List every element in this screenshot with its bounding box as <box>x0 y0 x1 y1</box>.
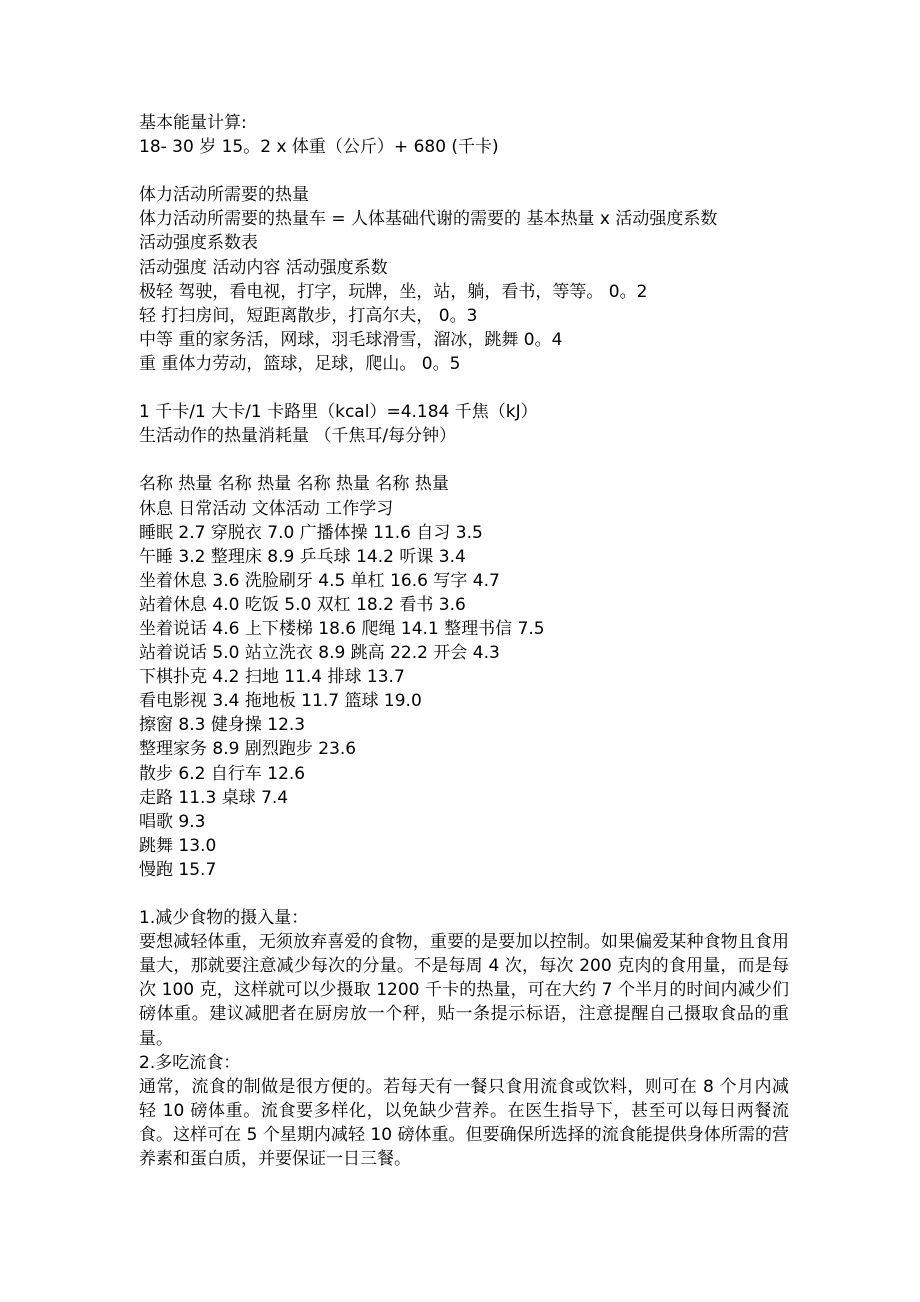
energy-table <box>139 472 789 882</box>
energy-table-categories: 休息 日常活动 文体活动 工作学习 <box>139 498 394 519</box>
blank-line <box>139 376 789 400</box>
coefficient-table-header: 活动强度 活动内容 活动强度系数 <box>139 257 388 278</box>
coefficient-row: 中等 重的家务活，网球，羽毛球滑雪，溜冰，跳舞 0。4 <box>139 329 563 350</box>
table-row: 午睡 3.2 整理床 8.9 乒乓球 14.2 听课 3.4 <box>139 546 466 567</box>
activity-section <box>139 183 789 376</box>
table-row: 站着说话 5.0 站立洗衣 8.9 跳高 22.2 开会 4.3 <box>139 643 500 664</box>
document-page <box>139 111 789 1171</box>
blank-line <box>139 882 789 906</box>
table-row: 唱歌 9.3 <box>139 811 206 832</box>
energy-table-title: 生活动作的热量消耗量 （千焦耳/每分钟） <box>139 426 457 447</box>
table-row: 睡眠 2.7 穿脱衣 7.0 广播体操 11.6 自习 3.5 <box>139 522 483 543</box>
tip-1-heading: 1.减少食物的摄入量： <box>139 908 309 929</box>
energy-table-header: 名称 热量 名称 热量 名称 热量 名称 热量 <box>139 474 449 495</box>
tip-2 <box>139 1051 789 1171</box>
activity-formula: 体力活动所需要的热量车 = 人体基础代谢的需要的 基本热量 x 活动强度系数 <box>139 209 718 230</box>
units-section <box>139 400 789 448</box>
table-row: 坐着说话 4.6 上下楼梯 18.6 爬绳 14.1 整理书信 7.5 <box>139 618 545 639</box>
table-row: 坐着休息 3.6 洗脸刷牙 4.5 单杠 16.6 写字 4.7 <box>139 570 500 591</box>
coefficient-row: 重 重体力劳动，篮球，足球，爬山。 0。5 <box>139 353 461 374</box>
table-row: 慢跑 15.7 <box>139 859 217 880</box>
tip-2-heading: 2.多吃流食： <box>139 1052 241 1073</box>
coefficient-row: 极轻 驾驶，看电视，打字，玩牌，坐，站，躺，看书，等等。 0。2 <box>139 281 648 302</box>
table-row: 走路 11.3 桌球 7.4 <box>139 787 289 808</box>
table-row: 散步 6.2 自行车 12.6 <box>139 763 306 784</box>
table-row: 跳舞 13.0 <box>139 835 217 856</box>
coefficient-row: 轻 打扫房间，短距离散步，打高尔夫， 0。3 <box>139 305 478 326</box>
tip-1-body: 要想减轻体重，无须放弃喜爱的食物，重要的是要加以控制。如果偏爱某种食物且食用量大，那就要注意减少每次的分量。不是每周 4 次，每次 200 克肉的食用量，而是每次 100 克，这样就可以少摄取 1200 千卡的热量，可在大约 7 个半月的时间内减少们磅体重。建议减肥者在厨房放一个秤，贴一条提示标语，注意提醒自己摄取食品的重量。 <box>139 932 789 1049</box>
tip-1 <box>139 906 789 1051</box>
intro-formula: 18- 30 岁 15。2 x 体重（公斤）+ 680 (千卡) <box>139 137 499 158</box>
tip-2-body: 通常，流食的制做是很方便的。若每天有一餐只食用流食或饮料，则可在 8 个月内减轻 10 磅体重。流食要多样化，以免缺少营养。在医生指导下，甚至可以每日两餐流食。这样可在 5 个星期内减轻 10 磅体重。但要确保所选择的流食能提供身体所需的营养素和蛋白质，并要保证一日三餐。 <box>139 1076 789 1170</box>
blank-line <box>139 448 789 472</box>
intro-title: 基本能量计算: <box>139 113 247 133</box>
intro-section <box>139 111 789 159</box>
table-row: 站着休息 4.0 吃饭 5.0 双杠 18.2 看书 3.6 <box>139 594 466 615</box>
blank-line <box>139 159 789 183</box>
table-row: 整理家务 8.9 剧烈跑步 23.6 <box>139 739 357 760</box>
table-row: 擦窗 8.3 健身操 12.3 <box>139 715 306 736</box>
unit-conversion: 1 千卡/1 大卡/1 卡路里（kcal）=4.184 千焦（kJ） <box>139 402 538 423</box>
coefficient-table-title: 活动强度系数表 <box>139 233 258 254</box>
table-row: 看电影视 3.4 拖地板 11.7 篮球 19.0 <box>139 691 422 712</box>
table-row: 下棋扑克 4.2 扫地 11.4 排球 13.7 <box>139 667 405 688</box>
activity-title: 体力活动所需要的热量 <box>139 185 309 206</box>
